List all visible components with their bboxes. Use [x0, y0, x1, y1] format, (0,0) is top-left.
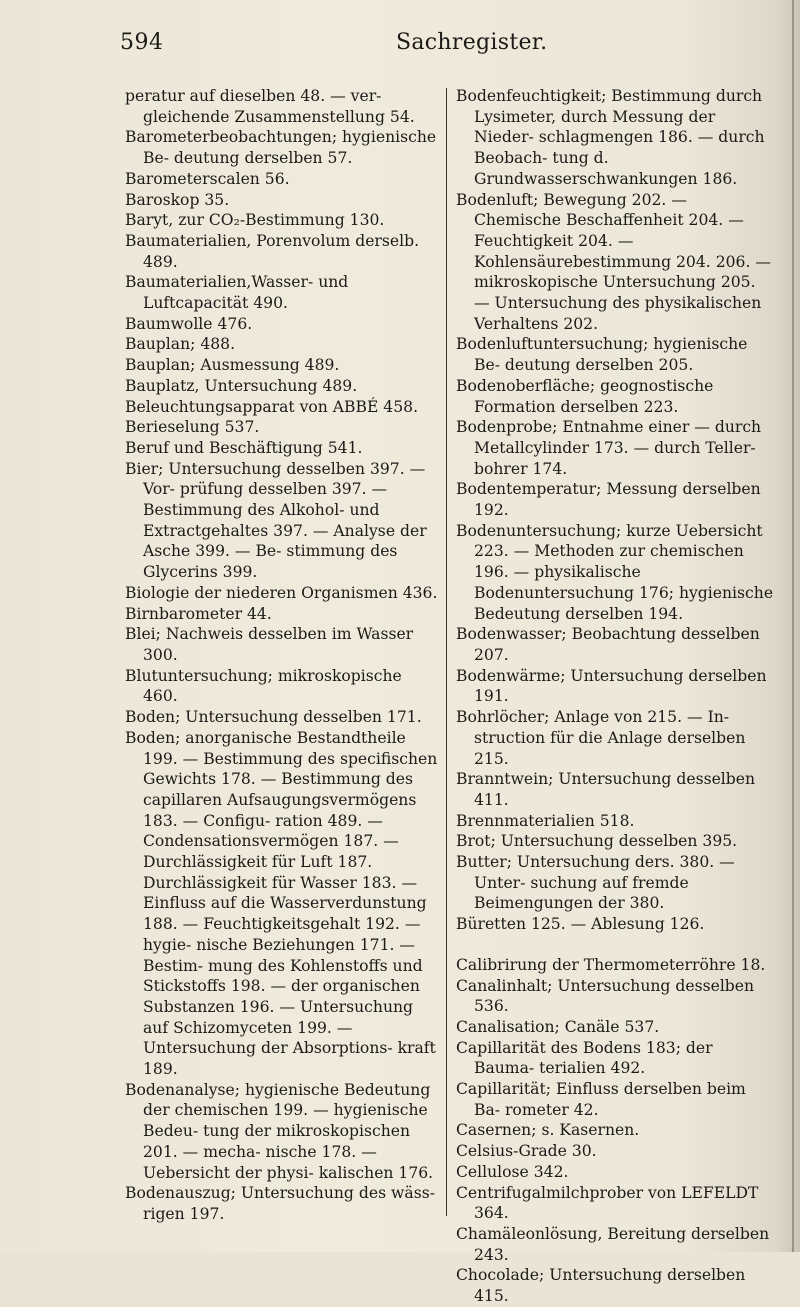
- running-title: Sachregister.: [396, 30, 548, 55]
- index-entry: Canalinhalt; Untersuchung desselben 536.: [456, 976, 755, 1016]
- index-entry: Beruf und Beschäftigung 541.: [125, 438, 363, 457]
- index-entry: Bodenwasser; Beobachtung desselben 207.: [456, 625, 760, 664]
- index-entry: Boden; anorganische Bestandtheile 199. — Bestimmung des specifischen Gewichts 178. — Bestimmung des capillaren Aufsaugungsvermögens 183. — Configu- ration 489. — Condensationsvermögen 187. — Durchlässigkeit für Luft 187. Durchlässigkeit für Wasser 183. — Einfluss auf die Wasserverdunstung 188. — Feuchtigkeitsgehalt 192. — hygie- nische Beziehungen 171. — Bestim- mung des Kohlenstoffs und Stickstoffs 198. — der organischen Substanzen 196. — Untersuchung auf Schizomyceten 199. — Untersuchung der Absorptions- kraft 189.: [125, 728, 438, 1079]
- index-entry: Chocolade; Untersuchung derselben 415.: [456, 1266, 746, 1306]
- index-entry: Bodenluft; Bewegung 202. — Chemische Beschaffenheit 204. — Feuchtigkeit 204. — Kohlensäurebestimmung 204. 206. — mikroskopische Untersuchung 205. — Untersuchung des physikalischen Verhaltens 202.: [456, 190, 771, 333]
- index-entry: Blei; Nachweis desselben im Wasser 300.: [125, 625, 414, 664]
- index-entry: Barometerscalen 56.: [125, 169, 290, 188]
- index-entry: Baumwolle 476.: [125, 314, 253, 333]
- index-entry: Biologie der niederen Organismen 436.: [125, 583, 438, 602]
- index-entry: Berieselung 537.: [125, 418, 260, 437]
- page-number: 594: [120, 30, 164, 55]
- index-entry: Baryt, zur CO₂-Bestimmung 130.: [125, 211, 385, 230]
- index-entry: peratur auf dieselben 48. — ver- gleichende Zusammenstellung 54.: [125, 87, 415, 126]
- index-entry: Butter; Untersuchung ders. 380. — Unter- suchung auf fremde Beimengungen der 380.: [456, 853, 735, 913]
- index-entry: Casernen; s. Kasernen.: [456, 1121, 640, 1140]
- index-entry: Bodentemperatur; Messung derselben 192.: [456, 480, 761, 520]
- index-entry: Bodenwärme; Untersuchung derselben 191.: [456, 666, 767, 706]
- index-entry: Centrifugalmilchprober von LEFELDT 364.: [456, 1183, 759, 1223]
- index-entry: Bodenluftuntersuchung; hygienische Be- deutung derselben 205.: [456, 335, 748, 375]
- index-entry: Capillarität; Einfluss derselben beim Ba- rometer 42.: [456, 1080, 746, 1119]
- index-entry: Büretten 125. — Ablesung 126.: [456, 915, 705, 934]
- index-entry: Blutuntersuchung; mikroskopische 460.: [125, 666, 402, 706]
- index-entry: Bodenuntersuchung; kurze Uebersicht 223. — Methoden zur chemischen 196. — physikalische Bodenuntersuchung 176; hygienische Bedeutung derselben 194.: [456, 521, 774, 623]
- page-header: [0, 30, 800, 70]
- page-edge-shadow: [792, 0, 794, 1252]
- index-entry: Capillarität des Bodens 183; der Bauma- terialien 492.: [456, 1038, 713, 1078]
- index-entry: Bauplatz, Untersuchung 489.: [125, 376, 358, 395]
- index-entry: Bohrlöcher; Anlage von 215. — In- struction für die Anlage derselben 215.: [456, 708, 746, 768]
- index-entry: Boden; Untersuchung desselben 171.: [125, 708, 422, 727]
- section-gap: [456, 935, 774, 955]
- index-entry: Beleuchtungsapparat von ABBÉ 458.: [125, 397, 419, 416]
- index-entry: Bodenprobe; Entnahme einer — durch Metallcylinder 173. — durch Teller- bohrer 174.: [456, 418, 762, 478]
- index-entry: Barometerbeobachtungen; hygienische Be- deutung derselben 57.: [125, 128, 437, 168]
- index-entry: Canalisation; Canäle 537.: [456, 1017, 660, 1036]
- index-entry: Bodenanalyse; hygienische Bedeutung der chemischen 199. — hygienische Bedeu- tung der mikroskopischen 201. — mecha- nische 178. — Uebersicht der physi- kalischen 176.: [125, 1080, 434, 1182]
- index-entry: Baumaterialien,Wasser- und Luftcapacität 490.: [125, 273, 349, 313]
- index-entry: Brennmaterialien 518.: [456, 811, 635, 830]
- index-entry: Birnbarometer 44.: [125, 604, 272, 623]
- index-entry: Calibrirung der Thermometerröhre 18.: [456, 955, 766, 974]
- index-entry: Chamäleonlösung, Bereitung derselben 243.: [456, 1224, 770, 1264]
- index-entry: Bauplan; 488.: [125, 335, 236, 354]
- index-entry: Cellulose 342.: [456, 1162, 569, 1181]
- index-entry: Branntwein; Untersuchung desselben 411.: [456, 770, 756, 809]
- index-entry: Celsius-Grade 30.: [456, 1142, 597, 1161]
- index-entry: Baroskop 35.: [125, 190, 230, 209]
- index-column-right: [456, 86, 774, 1307]
- column-divider: [446, 88, 447, 1216]
- index-entry: Baumaterialien, Porenvolum derselb. 489.: [125, 231, 420, 271]
- index-entry: Bodenauszug; Untersuchung des wäss- rigen 197.: [125, 1184, 435, 1223]
- index-entry: Bodenoberfläche; geognostische Formation derselben 223.: [456, 376, 714, 416]
- index-entry: Brot; Untersuchung desselben 395.: [456, 832, 738, 851]
- index-entry: Bier; Untersuchung desselben 397. — Vor- prüfung desselben 397. — Bestimmung des Alkohol- und Extractgehaltes 397. — Analyse der Asche 399. — Be- stimmung des Glycerins 399.: [125, 459, 427, 582]
- index-entry: Bodenfeuchtigkeit; Bestimmung durch Lysimeter, durch Messung der Nieder- schlagmengen 186. — durch Beobach- tung d. Grundwasserschwankungen 186.: [456, 87, 765, 188]
- index-column-left: [125, 86, 439, 1225]
- index-entry: Bauplan; Ausmessung 489.: [125, 356, 340, 375]
